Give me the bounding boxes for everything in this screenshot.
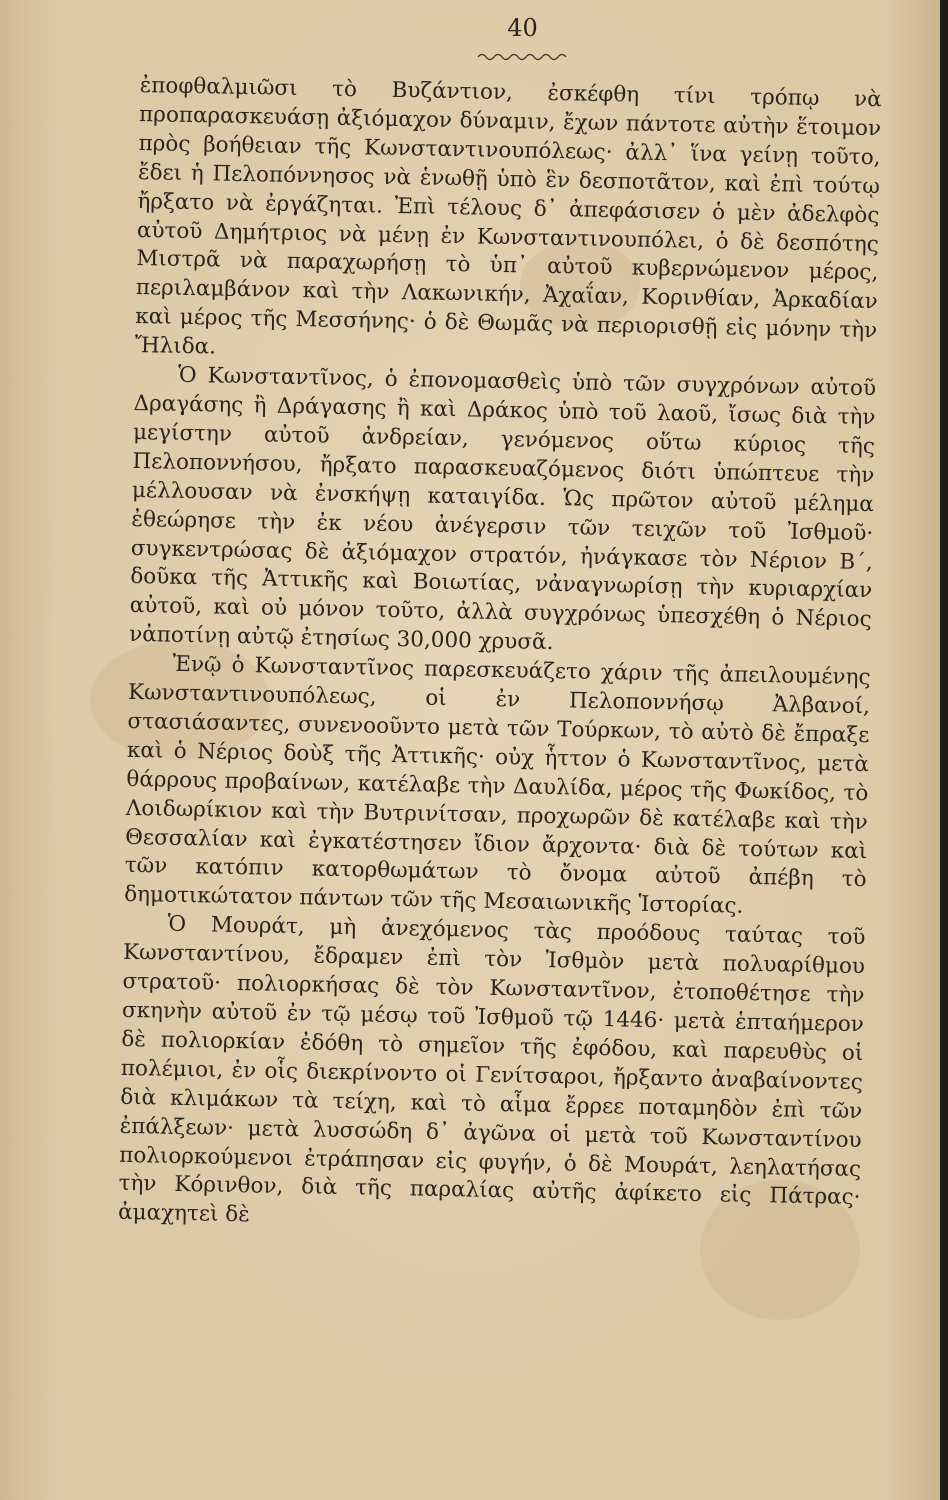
paragraph: ἐποφθαλμιῶσι τὸ Βυζάντιον, ἐσκέφθη τίνι τρόπῳ νὰ προπαρασκευάσῃ ἀξιόμαχον δύναμιν, ἔχων πάντοτε αὐτὴν ἕτοιμον πρὸς βοήθειαν τῆς Κωνσταντινουπόλεως· ἀλλ᾽ ἵνα γείνῃ τοῦτο, ἔδει ἡ Πελοπόννησος νὰ ἑνωθῇ ὑπὸ ἓν δεσποτᾶτον, καὶ ἐπὶ τούτῳ ἤρξατο νὰ ἐργάζηται. Ἐπὶ τέλους δ᾽ ἀπεφάσισεν ὁ μὲν ἀδελφὸς αὐτοῦ Δημήτριος νὰ μένῃ ἐν Κωνσταντινουπόλει, ὁ δὲ δεσπότης Μιστρᾶ νὰ παραχωρήσῃ τὸ ὑπ᾽ αὐτοῦ κυβερνώμενον μέρος, περιλαμβάνον καὶ τὴν Λακωνικήν, Ἀχαΐαν, Κορινθίαν, Ἀρκαδίαν καὶ μέρος τῆς Μεσσήνης· ὁ δὲ Θωμᾶς νὰ περιορισθῇ εἰς μόνην τὴν Ἤλιδα. xyxy=(134,72,882,360)
page-number: 40 xyxy=(507,14,538,42)
paragraph: Ὁ Κωνσταντῖνος, ὁ ἐπονομασθεὶς ὑπὸ τῶν συγχρόνων αὐτοῦ Δραγάσης ἢ Δράγασης ἢ καὶ Δράκος ὑπὸ τοῦ λαοῦ, ἴσως διὰ τὴν μεγίστην αὐτοῦ ἀνδρείαν, γενόμενος οὕτω κύριος τῆς Πελοποννήσου, ἤρξατο παρασκευαζόμενος διότι ὑπώπτευε τὴν μέλλουσαν νὰ ἐνσκήψῃ καταιγίδα. Ὡς πρῶτον αὐτοῦ μέλημα ἐθεώρησε τὴν ἐκ νέου ἀνέγερσιν τῶν τειχῶν τοῦ Ἰσθμοῦ· συγκεντρώσας δὲ ἀξιόμαχον στρατόν, ἠνάγκασε τὸν Νέριον Β΄, δοῦκα τῆς Ἀττικῆς καὶ Βοιωτίας, νἀναγνωρίσῃ τὴν κυριαρχίαν αὐτοῦ, καὶ οὐ μόνον τοῦτο, ἀλλὰ συγχρόνως ὑπεσχέθη ὁ Νέριος νἀποτίνῃ αὐτῷ ἐτησίως 30,000 χρυσᾶ. xyxy=(128,362,877,656)
body-text xyxy=(118,72,882,1242)
wavy-ornament-icon xyxy=(476,50,572,64)
paragraph: Ὁ Μουράτ, μὴ ἀνεχόμενος τὰς προόδους ταύτας τοῦ Κωνσταντίνου, ἔδραμεν ἐπὶ τὸν Ἰσθμὸν μετὰ πολυαρίθμου στρατοῦ· πολιορκήσας δὲ τὸν Κωνσταντῖνον, ἐτοποθέτησε τὴν σκηνὴν αὐτοῦ ἐν τῷ μέσῳ τοῦ Ἰσθμοῦ τῷ 1446· μετὰ ἑπταήμερον δὲ πολιορκίαν ἐδόθη τὸ σημεῖον τῆς ἐφόδου, καὶ παρευθὺς οἱ πολέμιοι, ἐν οἷς διεκρίνοντο οἱ Γενίτσαροι, ἤρξαντο ἀναβαίνοντες διὰ κλιμάκων τὰ τείχη, καὶ τὸ αἷμα ἔρρεε ποταμηδὸν ἐπὶ τῶν ἐπάλξεων· μετὰ λυσσώδη δ᾽ ἀγῶνα οἱ μετὰ τοῦ Κωνσταντίνου πολιορκούμενοι ἐτράπησαν εἰς φυγήν, ὁ δὲ Μουράτ, λεηλατήσας τὴν Κόρινθον, διὰ τῆς παραλίας αὐτῆς ἀφίκετο εἰς Πάτρας· ἀμαχητεὶ δὲ xyxy=(117,911,866,1228)
paragraph: Ἐνῷ ὁ Κωνσταντῖνος παρεσκευάζετο χάριν τῆς ἀπειλουμένης Κωνσταντινουπόλεως, οἱ ἐν Πελοποννήσῳ Ἀλβανοί, στασιάσαντες, συνενοοῦντο μετὰ τῶν Τούρκων, τὸ αὐτὸ δὲ ἔπραξε καὶ ὁ Νέριος δοὺξ τῆς Ἀττικῆς· οὐχ ἧττον ὁ Κωνσταντῖνος, μετὰ θάρρους προβαίνων, κατέλαβε τὴν Δαυλίδα, μέρος τῆς Φωκίδος, τὸ Λοιδωρίκιον καὶ τὴν Βυτρινίτσαν, προχωρῶν δὲ κατέλαβε καὶ τὴν Θεσσαλίαν καὶ ἐγκατέστησεν ἴδιον ἄρχοντα· διὰ δὲ τούτων καὶ τῶν κατόπιν κατορθωμάτων τὸ ὄνομα αὐτοῦ ἀπέβη τὸ δημοτικώτατον πάντων τῶν τῆς Μεσαιωνικῆς Ἱστορίας. xyxy=(123,651,871,920)
